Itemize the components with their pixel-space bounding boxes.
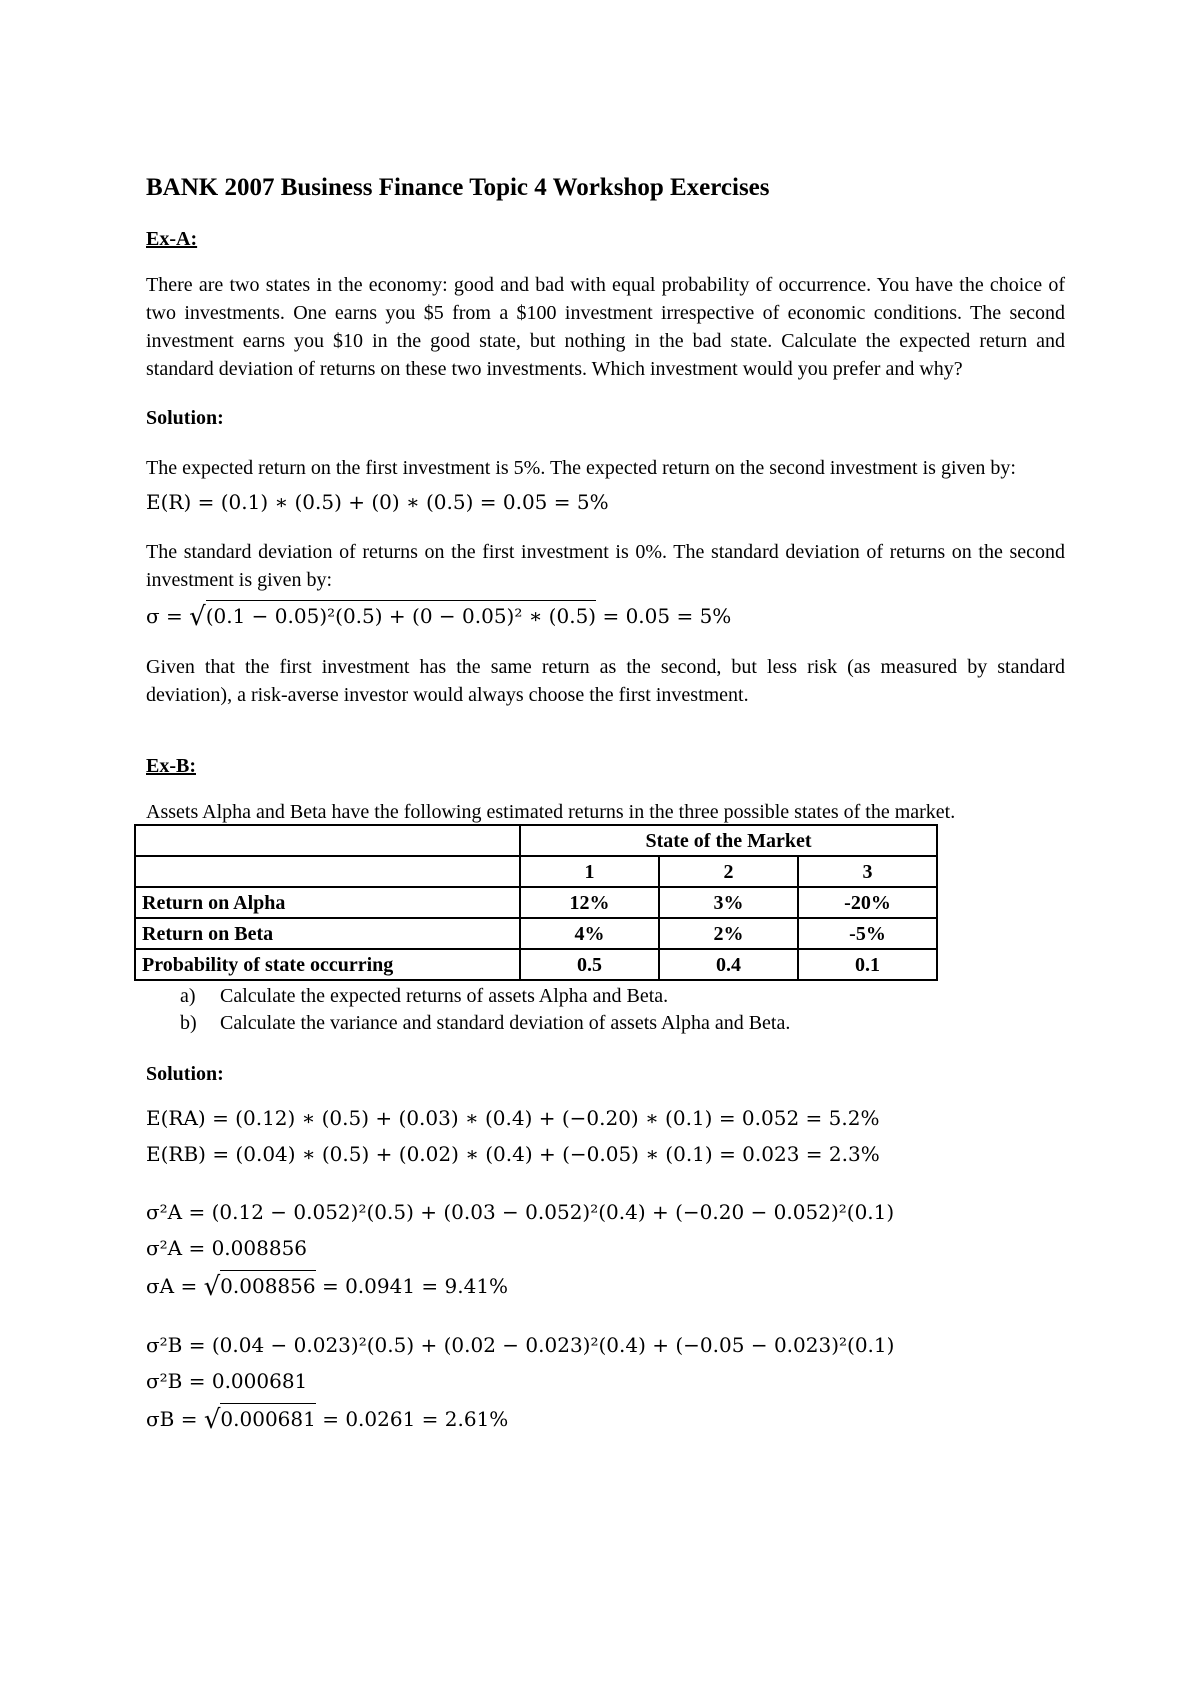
table-states-row	[135, 856, 937, 887]
ex-b-equation-variance-alpha-value: σ²A = 0.008856	[146, 1236, 308, 1260]
std-beta-radicand: 0.000681	[220, 1403, 315, 1433]
document-content	[142, 174, 1065, 1435]
table-header-state: State of the Market	[520, 825, 937, 856]
ex-a-std-radicand: (0.1 − 0.05)²(0.5) + (0 − 0.05)² ∗ (0.5)	[206, 600, 596, 630]
task-text: Calculate the variance and standard deviation of assets Alpha and Beta.	[220, 1012, 791, 1034]
table-corner-cell	[135, 825, 520, 856]
table-row	[135, 887, 937, 918]
table-row	[135, 949, 937, 980]
ex-a-equation-expected-return: E(R) = (0.1) ∗ (0.5) + (0) ∗ (0.5) = 0.05 = 5%	[146, 490, 609, 514]
ex-a-std-rhs: = 0.05 = 5%	[602, 604, 732, 628]
table-row-label: Return on Beta	[135, 918, 520, 949]
table-state-number: 1	[520, 856, 659, 887]
ex-a-question: There are two states in the economy: good and bad with equal probability of occurrence. You have the choice of two investments. One earns you $5 from a $100 investment irrespective of economic conditions. The second investment earns you $10 in the good state, but nothing in the bad state. Calculate the expected return and standard deviation of returns on these two investments. Which investment would you prefer and why?	[146, 274, 1065, 380]
table-cell: -5%	[798, 918, 937, 949]
ex-b-solution-label: Solution:	[146, 1063, 224, 1085]
std-alpha-rhs: = 0.0941 = 9.41%	[321, 1274, 509, 1298]
ex-b-equation-variance-beta-value: σ²B = 0.000681	[146, 1369, 308, 1393]
table-state-number: 2	[659, 856, 798, 887]
document-title: BANK 2007 Business Finance Topic 4 Workshop Exercises	[146, 174, 770, 201]
ex-b-label: Ex-B:	[146, 755, 196, 777]
task-marker: a)	[180, 985, 196, 1007]
ex-b-equation-expected-alpha: E(RA) = (0.12) ∗ (0.5) + (0.03) ∗ (0.4) + (−0.20) ∗ (0.1) = 0.052 = 5.2%	[146, 1106, 880, 1130]
table-cell: 3%	[659, 887, 798, 918]
table-cell: 4%	[520, 918, 659, 949]
ex-b-task-list	[180, 983, 1065, 1037]
table-row-label: Probability of state occurring	[135, 949, 520, 980]
ex-b-equation-variance-beta: σ²B = (0.04 − 0.023)²(0.5) + (0.02 − 0.023)²(0.4) + (−0.05 − 0.023)²(0.1)	[146, 1333, 895, 1357]
std-beta-rhs: = 0.0261 = 2.61%	[322, 1407, 509, 1431]
table-cell: 2%	[659, 918, 798, 949]
sqrt-sign: √0.008856	[203, 1272, 316, 1302]
std-alpha-radicand: 0.008856	[220, 1270, 315, 1300]
table-cell: 12%	[520, 887, 659, 918]
ex-b-question: Assets Alpha and Beta have the following estimated returns in the three possible states of the market.	[146, 801, 956, 823]
table-row-label: Return on Alpha	[135, 887, 520, 918]
list-item	[180, 1010, 1065, 1037]
table-corner-cell	[135, 856, 520, 887]
ex-b-equation-std-beta	[146, 1403, 1065, 1434]
ex-a-solution-text-1: The expected return on the first investment is 5%. The expected return on the second investment is given by:	[146, 457, 1016, 479]
std-beta-lhs: σB =	[146, 1407, 204, 1431]
table-cell: 0.1	[798, 949, 937, 980]
sqrt-sign: √(0.1 − 0.05)²(0.5) + (0 − 0.05)² ∗ (0.5)	[189, 602, 597, 632]
table-header-row	[135, 825, 937, 856]
ex-a-solution-text-3: Given that the first investment has the same return as the second, but less risk (as measured by standard deviation), a risk-averse investor would always choose the first investment.	[146, 656, 1065, 706]
ex-a-solution-text-2: The standard deviation of returns on the first investment is 0%. The standard deviation of returns on the second investment is given by:	[146, 541, 1065, 591]
sqrt-sign: √0.000681	[203, 1405, 316, 1435]
ex-a-std-lhs: σ =	[146, 604, 190, 628]
table-cell: 0.4	[659, 949, 798, 980]
ex-b-equation-std-alpha	[146, 1270, 1065, 1301]
task-marker: b)	[180, 1012, 197, 1034]
table-row	[135, 918, 937, 949]
list-item	[180, 983, 1065, 1010]
table-state-number: 3	[798, 856, 937, 887]
ex-a-label: Ex-A:	[146, 228, 198, 250]
table-cell: 0.5	[520, 949, 659, 980]
table-cell: -20%	[798, 887, 937, 918]
std-alpha-lhs: σA =	[146, 1274, 204, 1298]
ex-b-equation-variance-alpha: σ²A = (0.12 − 0.052)²(0.5) + (0.03 − 0.052)²(0.4) + (−0.20 − 0.052)²(0.1)	[146, 1200, 895, 1224]
task-text: Calculate the expected returns of assets Alpha and Beta.	[220, 985, 669, 1007]
ex-a-solution-label: Solution:	[146, 407, 224, 429]
ex-a-equation-std-dev	[146, 600, 1065, 631]
ex-b-equation-expected-beta: E(RB) = (0.04) ∗ (0.5) + (0.02) ∗ (0.4) + (−0.05) ∗ (0.1) = 0.023 = 2.3%	[146, 1142, 880, 1166]
market-states-table	[134, 824, 938, 981]
